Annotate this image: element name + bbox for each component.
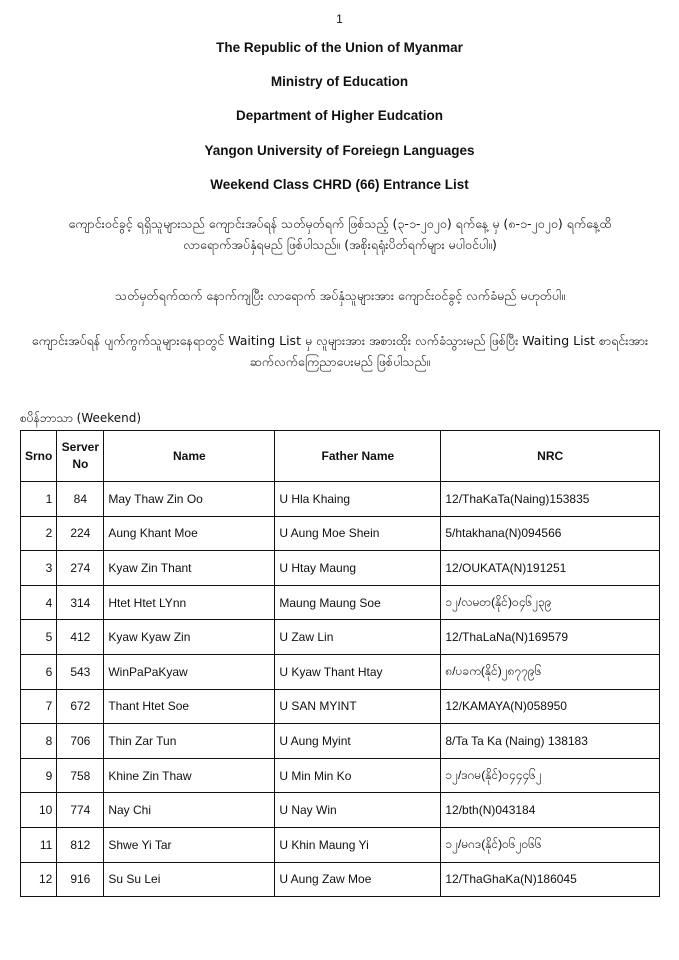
cell-name: Nay Chi xyxy=(104,793,275,828)
enrollment-period-line-1: ကျောင်းဝင်ခွင့် ရရှိသူများသည် ကျောင်းအပ်ရန် သတ်မှတ်ရက် ဖြစ်သည့် (၃-၁-၂၀၂၀) ရက်နေ့ မှ (၈-၁-၂၀၂၀) ရက်နေ့ထိ xyxy=(68,216,612,231)
cell-server-no: 758 xyxy=(57,758,104,793)
cell-father-name: U SAN MYINT xyxy=(275,689,441,724)
cell-srno: 1 xyxy=(21,482,57,517)
cell-srno: 4 xyxy=(21,585,57,620)
header-srno: Srno xyxy=(21,431,57,482)
cell-father-name: U Khin Maung Yi xyxy=(275,827,441,862)
cell-srno: 10 xyxy=(21,793,57,828)
cell-nrc: 12/OUKATA(N)191251 xyxy=(441,551,660,586)
cell-nrc: ၁၂/ဒဂမ(နိုင်)၀၄၄၄၆၂ xyxy=(441,758,660,793)
section-label: စပိန်ဘာသာ (Weekend) xyxy=(20,411,142,425)
table-row xyxy=(21,862,660,897)
cell-father-name: U Zaw Lin xyxy=(275,620,441,655)
cell-name: Thin Zar Tun xyxy=(104,724,275,759)
cell-nrc: 12/KAMAYA(N)058950 xyxy=(441,689,660,724)
cell-name: Thant Htet Soe xyxy=(104,689,275,724)
ministry-heading: Ministry of Education xyxy=(270,74,409,89)
cell-nrc: 12/ThaLaNa(N)169579 xyxy=(441,620,660,655)
cell-srno: 5 xyxy=(21,620,57,655)
cell-father-name: U Aung Zaw Moe xyxy=(275,862,441,897)
waiting-list-line-1: ကျောင်းအပ်ရန် ပျက်ကွက်သူများနေရာတွင် Waiting List မှ လူများအား အစားထိုး လက်ခံသွားမည် ဖြစ်ပြီး Waiting List စာရင်းအား xyxy=(31,333,649,348)
header-server-no xyxy=(57,431,104,482)
cell-name: Aung Khant Moe xyxy=(104,516,275,551)
cell-name: WinPaPaKyaw xyxy=(104,654,275,689)
table-row xyxy=(21,482,660,517)
cell-father-name: U Htay Maung xyxy=(275,551,441,586)
cell-father-name: U Min Min Ko xyxy=(275,758,441,793)
cell-name: Kyaw Zin Thant xyxy=(104,551,275,586)
list-title: Weekend Class CHRD (66) Entrance List xyxy=(210,177,469,192)
cell-server-no: 84 xyxy=(57,482,104,517)
cell-name: Khine Zin Thaw xyxy=(104,758,275,793)
table-row xyxy=(21,551,660,586)
cell-server-no: 412 xyxy=(57,620,104,655)
table-row xyxy=(21,793,660,828)
table-row xyxy=(21,724,660,759)
cell-father-name: U Aung Moe Shein xyxy=(275,516,441,551)
page-number: 1 xyxy=(336,12,343,26)
table-body xyxy=(21,482,660,897)
cell-nrc: 5/htakhana(N)094566 xyxy=(441,516,660,551)
university-heading: Yangon University of Foreiegn Languages xyxy=(204,143,475,158)
cell-name: May Thaw Zin Oo xyxy=(104,482,275,517)
cell-nrc: 12/ThaKaTa(Naing)153835 xyxy=(441,482,660,517)
cell-nrc: ၁၂/လမတ(နိုင်)၀၄၆၂၃၉ xyxy=(441,585,660,620)
cell-srno: 6 xyxy=(21,654,57,689)
cell-srno: 12 xyxy=(21,862,57,897)
cell-server-no: 706 xyxy=(57,724,104,759)
cell-father-name: U Kyaw Thant Htay xyxy=(275,654,441,689)
cell-server-no: 314 xyxy=(57,585,104,620)
cell-server-no: 224 xyxy=(57,516,104,551)
cell-srno: 2 xyxy=(21,516,57,551)
enrollment-period-notice xyxy=(20,213,660,255)
late-enrollment-notice: သတ်မှတ်ရက်ထက် နောက်ကျပြီး လာရောက် အပ်နှံသူများအား ကျောင်းဝင်ခွင့် လက်ခံမည် မဟုတ်ပါ။ xyxy=(115,288,565,303)
department-heading: Department of Higher Eudcation xyxy=(235,108,443,123)
cell-nrc: 12/ThaGhaKa(N)186045 xyxy=(441,862,660,897)
cell-father-name: U Aung Myint xyxy=(275,724,441,759)
cell-father-name: Maung Maung Soe xyxy=(275,585,441,620)
cell-nrc: 12/bth(N)043184 xyxy=(441,793,660,828)
cell-server-no: 672 xyxy=(57,689,104,724)
cell-srno: 9 xyxy=(21,758,57,793)
cell-srno: 7 xyxy=(21,689,57,724)
cell-server-no: 274 xyxy=(57,551,104,586)
header-father-name: Father Name xyxy=(275,431,441,482)
cell-server-no: 916 xyxy=(57,862,104,897)
republic-heading: The Republic of the Union of Myanmar xyxy=(216,40,463,55)
table-row xyxy=(21,620,660,655)
cell-server-no: 543 xyxy=(57,654,104,689)
cell-name: Su Su Lei xyxy=(104,862,275,897)
cell-srno: 3 xyxy=(21,551,57,586)
enrollment-period-line-2: လာရောက်အပ်နှံရမည် ဖြစ်ပါသည်။ (အစိုးရရုံးပိတ်ရက်များ မပါဝင်ပါ။) xyxy=(183,237,497,252)
cell-father-name: U Nay Win xyxy=(275,793,441,828)
cell-nrc: ၁၂/မဂဒ(နိုင်)၀၆၂၀၆၆ xyxy=(441,827,660,862)
cell-name: Kyaw Kyaw Zin xyxy=(104,620,275,655)
header-name: Name xyxy=(104,431,275,482)
header-server-line-2: No xyxy=(72,457,89,471)
table-row xyxy=(21,654,660,689)
waiting-list-line-2: ဆက်လက်ကြေညာပေးမည် ဖြစ်ပါသည်။ xyxy=(249,354,431,369)
cell-nrc: 8/Ta Ta Ka (Naing) 138183 xyxy=(441,724,660,759)
waiting-list-notice xyxy=(20,330,660,372)
table-row xyxy=(21,585,660,620)
table-row xyxy=(21,827,660,862)
cell-name: Htet Htet LYnn xyxy=(104,585,275,620)
cell-srno: 8 xyxy=(21,724,57,759)
entrance-list-table xyxy=(20,430,660,897)
cell-server-no: 774 xyxy=(57,793,104,828)
cell-server-no: 812 xyxy=(57,827,104,862)
table-row xyxy=(21,689,660,724)
cell-nrc: ၈/ပခက(နိုင်)၂၈၇၇၉၆ xyxy=(441,654,660,689)
header-server-line-1: Server xyxy=(61,440,100,454)
table-row xyxy=(21,516,660,551)
cell-srno: 11 xyxy=(21,827,57,862)
table-header-row xyxy=(21,431,660,482)
header-nrc: NRC xyxy=(441,431,660,482)
cell-father-name: U Hla Khaing xyxy=(275,482,441,517)
cell-name: Shwe Yi Tar xyxy=(104,827,275,862)
table-row xyxy=(21,758,660,793)
